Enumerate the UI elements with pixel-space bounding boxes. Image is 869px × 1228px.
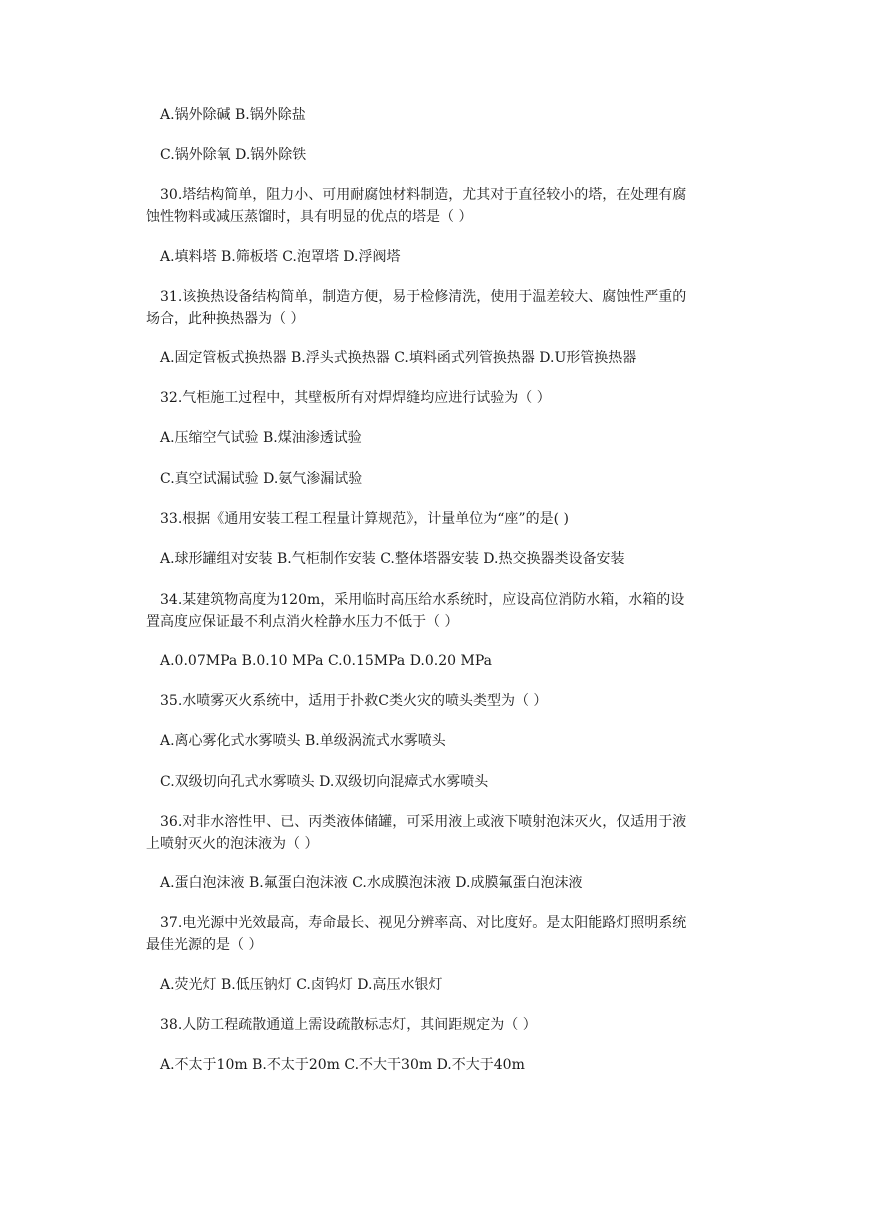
question-36 — [146, 811, 740, 855]
text-line: 场合，此种换热器为（ ） — [146, 311, 305, 327]
option-line — [160, 1054, 525, 1076]
question-35 — [160, 690, 547, 712]
text-line: C.锅外除氧 D.锅外除铁 — [160, 147, 307, 163]
question-31 — [146, 286, 740, 330]
question-32 — [160, 387, 551, 409]
text-line: 36.对非水溶性甲、已、丙类液体储罐，可采用液上或液下喷射泡沫灭火，仅适用于液 — [160, 814, 687, 830]
option-line — [160, 427, 362, 449]
text-line: 蚀性物料或减压蒸馏时，具有明显的优点的塔是（ ） — [146, 209, 473, 225]
option-line — [160, 144, 306, 166]
text-line: 33.根据《通用安装工程工程量计算规范》，计量单位为“座”的是( ) — [160, 511, 569, 527]
option-line — [160, 246, 401, 268]
option-line — [160, 650, 492, 672]
question-37 — [146, 912, 740, 956]
text-line: A.固定管板式换热器 B.浮头式换热器 C.填料函式列管换热器 D.U形管换热器 — [160, 350, 637, 366]
question-38 — [160, 1014, 537, 1036]
text-line: 34.某建筑物高度为120m，采用临时高压给水系统时，应设高位消防水箱，水箱的设 — [160, 592, 685, 608]
text-line: 32.气柜施工过程中，其壁板所有对焊焊缝均应进行试验为（ ） — [160, 390, 551, 406]
text-line: 置高度应保证最不利点消火栓静水压力不低于（ ） — [146, 614, 459, 630]
text-line: 30.塔结构简单，阻力小、可用耐腐蚀材料制造，尤其对于直径较小的塔，在处理有腐 — [160, 187, 687, 203]
option-line — [160, 347, 740, 369]
option-line — [160, 730, 446, 752]
question-33 — [160, 508, 569, 530]
text-line: 37.电光源中光效最高，寿命最长、视见分辨率高、对比度好。是太阳能路灯照明系统 — [160, 915, 687, 931]
text-line: A.锅外除碱 B.锅外除盐 — [160, 107, 306, 123]
text-line: A.0.07MPa B.0.10 MPa C.0.15MPa D.0.20 MPa — [160, 653, 492, 669]
option-line — [160, 104, 306, 126]
option-line — [160, 468, 362, 490]
option-line — [160, 548, 740, 570]
text-line: 35.水喷雾灭火系统中，适用于扑救C类火灾的喷头类型为（ ） — [160, 693, 548, 709]
text-line: A.不太于10m B.不太于20m C.不大干30m D.不大于40m — [160, 1057, 525, 1073]
text-line: A.填料塔 B.筛板塔 C.泡罩塔 D.浮阀塔 — [160, 249, 401, 265]
text-line: C.双级切向孔式水雾喷头 D.双级切向混瘴式水雾喷头 — [160, 774, 489, 790]
question-34 — [146, 589, 740, 633]
text-line: A.荧光灯 B.低压钠灯 C.卤钨灯 D.高压水银灯 — [160, 977, 443, 993]
text-line: 38.人防工程疏散通道上需设疏散标志灯，其间距规定为（ ） — [160, 1017, 537, 1033]
text-line: A.蛋白泡沫液 B.氟蛋白泡沫液 C.水成膜泡沫液 D.成膜氟蛋白泡沫液 — [160, 875, 583, 891]
text-line: 上喷射灭火的泡沫液为（ ） — [146, 836, 319, 852]
option-line — [160, 771, 488, 793]
text-line: C.真空试漏试验 D.氨气渗漏试验 — [160, 471, 363, 487]
text-line: A.压缩空气试验 B.煤油渗透试验 — [160, 430, 362, 446]
option-line — [160, 974, 443, 996]
text-line: A.球形罐组对安装 B.气柜制作安装 C.整体塔器安装 D.热交换器类设备安装 — [160, 551, 625, 567]
text-line: A.离心雾化式水雾喷头 B.单级涡流式水雾喷头 — [160, 733, 446, 749]
text-line: 最佳光源的是（ ） — [146, 937, 263, 953]
question-30 — [146, 184, 740, 228]
text-line: 31.该换热设备结构简单，制造方便，易于检修清洗，使用于温差较大、腐蚀性严重的 — [160, 289, 687, 305]
option-line — [160, 872, 583, 894]
